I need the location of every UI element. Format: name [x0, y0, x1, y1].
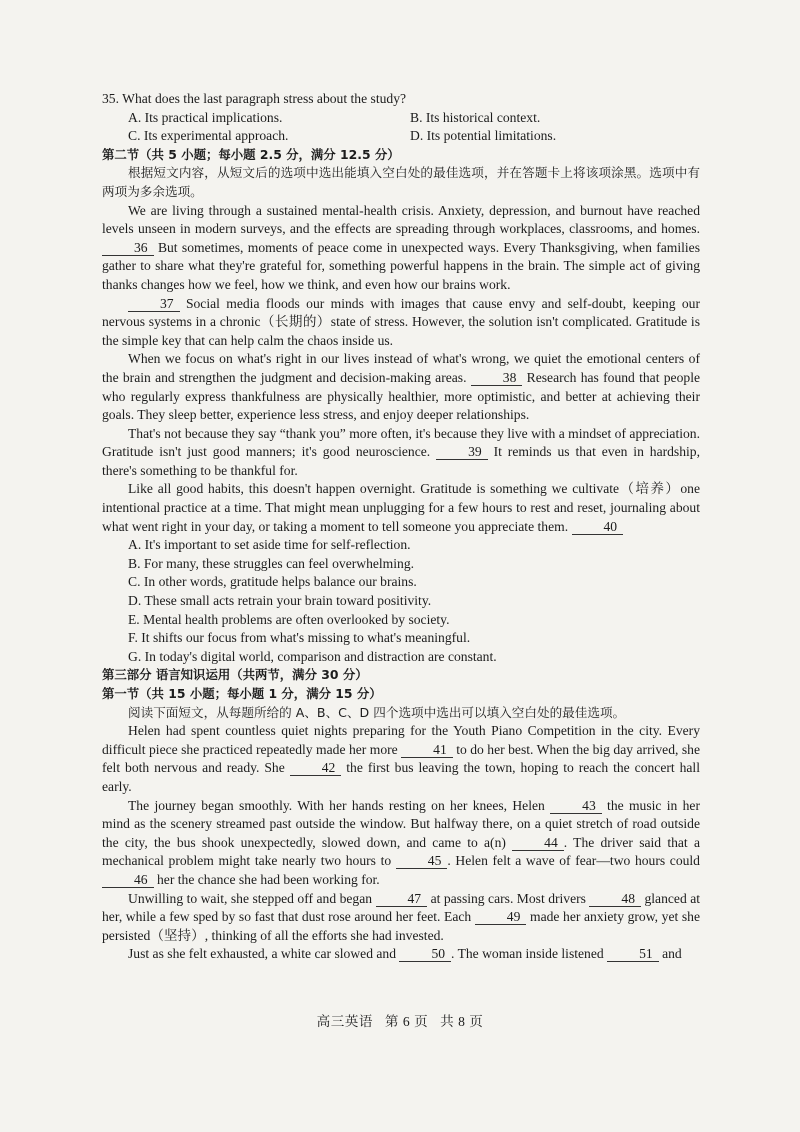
- blank-48[interactable]: 48: [589, 891, 641, 907]
- option-d: D. Its potential limitations.: [410, 128, 557, 144]
- blank-45[interactable]: 45: [396, 853, 448, 869]
- blank-41[interactable]: 41: [401, 742, 453, 758]
- section-2-heading: 第二节（共 5 小题；每小题 2.5 分，满分 12.5 分）: [102, 146, 400, 162]
- part-3-heading: 第三部分 语言知识运用（共两节，满分 30 分）: [102, 667, 368, 683]
- footer-page-number: 第 6 页: [384, 1014, 429, 1029]
- blank-50[interactable]: 50: [399, 946, 451, 962]
- page-footer: [0, 1010, 800, 1030]
- option-item: G. In today's digital world, comparison and distraction are constant.: [128, 648, 497, 664]
- question-35: [102, 90, 700, 146]
- option-item: B. For many, these struggles can feel overwhelming.: [128, 555, 415, 571]
- option-item: F. It shifts our focus from what's missing to what's meaningful.: [128, 630, 471, 646]
- cloze-paragraph-1: Helen had spent countless quiet nights preparing for the Youth Piano Competition in the city. Every difficult piece she practiced repeatedly made her more 41 to do her best. When the big day arrived, she felt both nervous and ready. She 42 the first bus leaving the town, hoping to reach the concert hall early.: [102, 723, 700, 794]
- option-c: C. Its experimental approach.: [128, 128, 289, 144]
- blank-49[interactable]: 49: [475, 909, 527, 925]
- footer-total-pages: 共 8 页: [440, 1014, 484, 1029]
- blank-40[interactable]: 40: [572, 519, 624, 535]
- question-35-options: [102, 109, 700, 146]
- blank-46[interactable]: 46: [102, 872, 154, 888]
- part-3-instruction: 阅读下面短文，从每题所给的 A、B、C、D 四个选项中选出可以填入空白处的最佳选项。: [128, 704, 626, 720]
- blank-51[interactable]: 51: [607, 946, 659, 962]
- option-b: B. Its historical context.: [410, 109, 541, 125]
- option-item: C. In other words, gratitude helps balance our brains.: [128, 574, 417, 590]
- option-item: D. These small acts retrain your brain toward positivity.: [128, 593, 432, 609]
- part-3-sub-heading: 第一节（共 15 小题；每小题 1 分，满分 15 分）: [102, 686, 382, 701]
- footer-subject: 高三英语: [316, 1014, 373, 1029]
- page-content: [102, 90, 700, 964]
- passage-paragraph-1: We are living through a sustained mental-health crisis. Anxiety, depression, and burnout have reached levels unseen in modern surveys, and the effects are spreading through workplaces, classrooms, and homes. 36 But sometimes, moments of peace come in unexpected ways. Every Thanksgiving, when families gather to share what they're grateful for, something powerful happens in the brain. The simple act of giving thanks changes how we feel, how we think, and even how our brains work.: [102, 202, 701, 292]
- passage-paragraph-5: Like all good habits, this doesn't happen overnight. Gratitude is something we cultivate（培养）one intentional practice at a time. That might mean unplugging for a few hours to rest and reset, journaling about what went right in your day, or taking a moment to tell someone you appreciate them. 40: [102, 481, 700, 534]
- option-item: E. Mental health problems are often overlooked by society.: [128, 611, 450, 627]
- passage-paragraph-3: When we focus on what's right in our lives instead of what's wrong, we quiet the emotional centers of the brain and strengthen the judgment and decision-making areas. 38 Research has found that people who regularly express thankfulness are physically healthier, more optimistic, and better at achieving their goals. They sleep better, experience less stress, and enjoy deeper relationships.: [102, 351, 700, 423]
- blank-47[interactable]: 47: [376, 891, 428, 907]
- blank-44[interactable]: 44: [512, 835, 564, 851]
- blank-36[interactable]: 36: [102, 240, 154, 256]
- cloze-paragraph-3: Unwilling to wait, she stepped off and began 47 at passing cars. Most drivers 48 glanced at her, while a few sped by so fast that dust rose around her feet. Each 49 made her anxiety grow, yet she persisted（坚持）, thinking of all the efforts she had invested.: [102, 890, 701, 943]
- section-2-options: [102, 536, 700, 666]
- blank-39[interactable]: 39: [436, 444, 488, 460]
- passage-paragraph-2: 37 Social media floods our minds with images that cause envy and self-doubt, keeping our nervous systems in a chronic（长期的）state of stress. However, the solution isn't complicated. Gratitude is the simple key that can help calm the chaos inside us.: [102, 295, 700, 348]
- blank-37[interactable]: 37: [128, 296, 180, 312]
- section-2-instruction: 根据短文内容，从短文后的选项中选出能填入空白处的最佳选项，并在答题卡上将该项涂黑。选项中有两项为多余选项。: [102, 165, 700, 199]
- blank-42[interactable]: 42: [290, 760, 342, 776]
- blank-43[interactable]: 43: [550, 798, 602, 814]
- cloze-paragraph-2: The journey began smoothly. With her hands resting on her knees, Helen 43 the music in her mind as the scenery streamed past outside the window. But halfway there, on a quiet stretch of road outside the city, the bus shook unexpectedly, slowed down, and came to a(n) 44 . The driver said that a mechanical problem might take nearly two hours to 45 . Helen felt a wave of fear—two hours could 46 her the chance she had been working for.: [102, 797, 700, 887]
- option-item: A. It's important to set aside time for self-reflection.: [128, 537, 411, 553]
- option-a: A. Its practical implications.: [128, 109, 283, 125]
- cloze-paragraph-4: Just as she felt exhausted, a white car slowed and 50 . The woman inside listened 51 and: [128, 946, 682, 962]
- passage-paragraph-4: That's not because they say “thank you” more often, it's because they live with a mindset of appreciation. Gratitude isn't just good manners; it's good neuroscience. 39 It reminds us that even in hardship, there's something to be thankful for.: [102, 425, 700, 478]
- question-stem: 35. What does the last paragraph stress about the study?: [102, 91, 407, 106]
- blank-38[interactable]: 38: [471, 370, 523, 386]
